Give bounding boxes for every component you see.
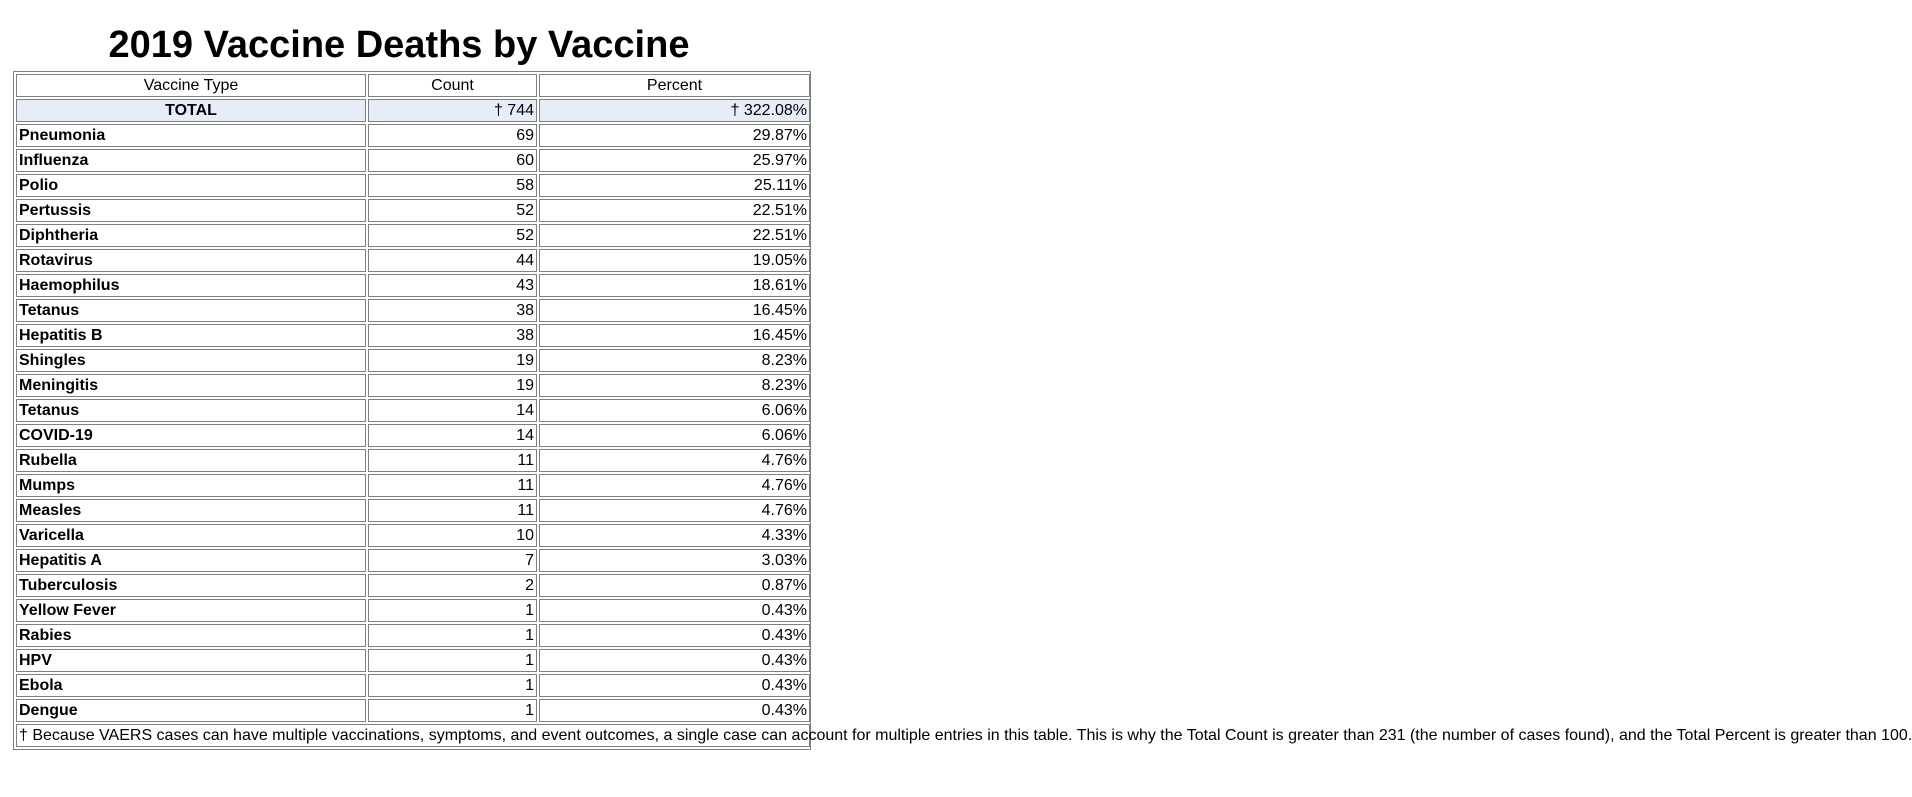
vaccine-count: 14 <box>368 424 537 447</box>
table-row <box>16 699 810 722</box>
vaccine-count: 52 <box>368 224 537 247</box>
vaccine-count: 11 <box>368 449 537 472</box>
vaccine-percent: 6.06% <box>539 424 810 447</box>
table-row <box>16 349 810 372</box>
vaccine-percent: 6.06% <box>539 399 810 422</box>
vaccine-deaths-table-container <box>13 71 1912 750</box>
vaccine-count: 19 <box>368 349 537 372</box>
table-row <box>16 374 810 397</box>
vaccine-percent: 3.03% <box>539 549 810 572</box>
vaccine-name: Meningitis <box>16 374 366 397</box>
vaccine-count: 38 <box>368 299 537 322</box>
table-row <box>16 224 810 247</box>
vaccine-count: 44 <box>368 249 537 272</box>
table-row <box>16 599 810 622</box>
vaccine-percent: 25.97% <box>539 149 810 172</box>
table-row <box>16 649 810 672</box>
vaccine-name: COVID-19 <box>16 424 366 447</box>
vaccine-name: Mumps <box>16 474 366 497</box>
vaccine-deaths-table <box>14 72 1912 749</box>
vaccine-name: Dengue <box>16 699 366 722</box>
column-header-count: Count <box>368 74 537 97</box>
vaccine-name: Measles <box>16 499 366 522</box>
table-row <box>16 199 810 222</box>
table-row <box>16 149 810 172</box>
table-row <box>16 424 810 447</box>
total-percent: † 322.08% <box>539 99 810 122</box>
table-row <box>16 624 810 647</box>
vaccine-name: Tetanus <box>16 299 366 322</box>
vaccine-percent: 16.45% <box>539 299 810 322</box>
total-label: TOTAL <box>16 99 366 122</box>
vaccine-name: Haemophilus <box>16 274 366 297</box>
vaccine-count: 1 <box>368 624 537 647</box>
vaccine-count: 1 <box>368 699 537 722</box>
vaccine-count: 1 <box>368 599 537 622</box>
vaccine-count: 1 <box>368 674 537 697</box>
vaccine-name: Influenza <box>16 149 366 172</box>
vaccine-percent: 22.51% <box>539 199 810 222</box>
table-row <box>16 674 810 697</box>
table-row <box>16 549 810 572</box>
header-row <box>16 74 810 97</box>
vaccine-percent: 8.23% <box>539 374 810 397</box>
vaccine-percent: 25.11% <box>539 174 810 197</box>
vaccine-count: 14 <box>368 399 537 422</box>
table-row <box>16 474 810 497</box>
vaccine-percent: 0.87% <box>539 574 810 597</box>
vaccine-name: Tuberculosis <box>16 574 366 597</box>
vaccine-percent: 0.43% <box>539 699 810 722</box>
total-row <box>16 99 810 122</box>
column-header-percent: Percent <box>539 74 810 97</box>
vaccine-name: Pneumonia <box>16 124 366 147</box>
vaccine-count: 60 <box>368 149 537 172</box>
vaccine-name: HPV <box>16 649 366 672</box>
table-row <box>16 324 810 347</box>
vaccine-percent: 29.87% <box>539 124 810 147</box>
vaccine-percent: 4.76% <box>539 449 810 472</box>
vaccine-percent: 22.51% <box>539 224 810 247</box>
vaccine-percent: 4.33% <box>539 524 810 547</box>
vaccine-count: 19 <box>368 374 537 397</box>
vaccine-percent: 8.23% <box>539 349 810 372</box>
table-row <box>16 399 810 422</box>
total-count: † 744 <box>368 99 537 122</box>
vaccine-count: 1 <box>368 649 537 672</box>
vaccine-count: 10 <box>368 524 537 547</box>
vaccine-percent: 0.43% <box>539 624 810 647</box>
vaccine-name: Rotavirus <box>16 249 366 272</box>
table-row <box>16 249 810 272</box>
vaccine-percent: 0.43% <box>539 599 810 622</box>
vaccine-count: 52 <box>368 199 537 222</box>
footnote-row <box>16 724 810 747</box>
vaccine-name: Tetanus <box>16 399 366 422</box>
vaccine-count: 11 <box>368 474 537 497</box>
vaccine-name: Rubella <box>16 449 366 472</box>
vaccine-count: 43 <box>368 274 537 297</box>
vaccine-count: 38 <box>368 324 537 347</box>
vaccine-name: Rabies <box>16 624 366 647</box>
table-row <box>16 499 810 522</box>
vaccine-percent: 18.61% <box>539 274 810 297</box>
table-row <box>16 274 810 297</box>
vaccine-name: Hepatitis B <box>16 324 366 347</box>
vaccine-count: 69 <box>368 124 537 147</box>
vaccine-count: 7 <box>368 549 537 572</box>
vaccine-name: Shingles <box>16 349 366 372</box>
vaccine-percent: 4.76% <box>539 474 810 497</box>
vaccine-percent: 0.43% <box>539 649 810 672</box>
vaccine-percent: 16.45% <box>539 324 810 347</box>
table-row <box>16 174 810 197</box>
vaccine-name: Varicella <box>16 524 366 547</box>
page-title: 2019 Vaccine Deaths by Vaccine <box>108 24 690 66</box>
table-row <box>16 574 810 597</box>
vaccine-name: Pertussis <box>16 199 366 222</box>
table-row <box>16 299 810 322</box>
vaccine-count: 2 <box>368 574 537 597</box>
vaccine-percent: 0.43% <box>539 674 810 697</box>
vaccine-name: Yellow Fever <box>16 599 366 622</box>
vaccine-name: Diphtheria <box>16 224 366 247</box>
table-row <box>16 449 810 472</box>
vaccine-percent: 4.76% <box>539 499 810 522</box>
footnote: † Because VAERS cases can have multiple vaccinations, symptoms, and event outcomes, a single case can account for multiple entries in this table. This is why the Total Count is greater than 231 (the number of cases found), and the Total Percent is greater than 100. <box>16 724 810 747</box>
vaccine-count: 11 <box>368 499 537 522</box>
table-row <box>16 524 810 547</box>
vaccine-count: 58 <box>368 174 537 197</box>
vaccine-name: Hepatitis A <box>16 549 366 572</box>
column-header-vaccine-type: Vaccine Type <box>16 74 366 97</box>
vaccine-percent: 19.05% <box>539 249 810 272</box>
vaccine-name: Ebola <box>16 674 366 697</box>
vaccine-name: Polio <box>16 174 366 197</box>
table-row <box>16 124 810 147</box>
